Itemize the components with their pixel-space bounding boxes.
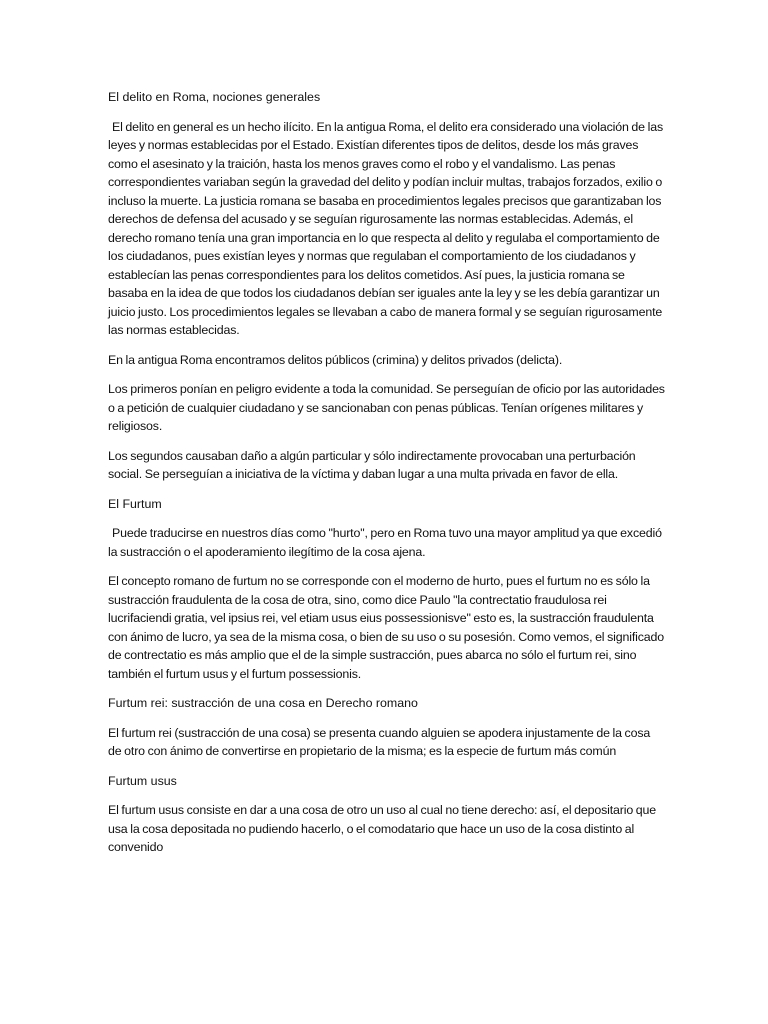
heading-delito-roma: El delito en Roma, nociones generales — [108, 90, 321, 104]
document-page — [108, 88, 665, 868]
paragraph-delito-general: El delito en general es un hecho ilícito. En la antigua Roma, el delito era considerado una violación de las leyes y normas establecidas por el Estado. Existían diferentes tipos de delitos, desde los más graves como el asesinato y la traición, hasta los menos graves como el robo y el vandalismo. Las penas correspondientes variaban según la gravedad del delito y podían incluir multas, trabajos forzados, exilio o incluso la muerte. La justicia romana se basaba en procedimientos legales precisos que garantizaban los derechos de defensa del acusado y se seguían rigurosamente las normas establecidas. Además, el derecho romano tenía una gran importancia en lo que respecta al delito y regulaba el comportamiento de los ciudadanos, pues existían leyes y normas que regulaban el comportamiento de los ciudadanos y establecían las penas correspondientes para los delitos cometidos. Así pues, la justicia romana se basaba en la idea de que todos los ciudadanos debían ser iguales ante la ley y se les debía garantizar un juicio justo. Los procedimientos legales se llevaban a cabo de manera formal y se seguían rigurosamente las normas establecidas. — [108, 119, 663, 337]
paragraph-segundos: Los segundos causaban daño a algún particular y sólo indirectamente provocaban una perturbación social. Se perseguían a iniciativa de la víctima y daban lugar a una multa privada en favor de ella. — [108, 448, 636, 481]
heading-furtum-rei: Furtum rei: sustracción de una cosa en Derecho romano — [108, 696, 418, 710]
heading-el-furtum: El Furtum — [108, 496, 162, 511]
paragraph-furtum-rei: El furtum rei (sustracción de una cosa) se presenta cuando alguien se apodera injustamente de la cosa de otro con ánimo de convertirse en propietario de la misma; es la especie de furtum más común — [108, 725, 651, 758]
paragraph-delitos-publicos-privados: En la antigua Roma encontramos delitos públicos (crimina) y delitos privados (delicta). — [108, 352, 563, 367]
heading-furtum-usus: Furtum usus — [108, 773, 177, 788]
paragraph-concepto-furtum: El concepto romano de furtum no se corresponde con el moderno de hurto, pues el furtum no es sólo la sustracción fraudulenta de la cosa de otra, sino, como dice Paulo "la contrectatio fraudulosa rei lucrifaciendi gratia, vel ipsius rei, vel etiam usus eius possessionisve" esto es, la sustracción fraudulenta con ánimo de lucro, ya sea de la misma cosa, o bien de su uso o su posesión. Como vemos, el significado de contrectatio es más amplio que el de la simple sustracción, pues abarca no sólo el furtum rei, sino también el furtum usus y el furtum possessionis. — [108, 574, 664, 681]
paragraph-furtum-usus: El furtum usus consiste en dar a una cosa de otro un uso al cual no tiene derecho: así, el depositario que usa la cosa depositada no pudiendo hacerlo, o el comodatario que hace un uso de la cosa distinto al convenido — [108, 803, 657, 854]
paragraph-primeros: Los primeros ponían en peligro evidente a toda la comunidad. Se perseguían de oficio por las autoridades o a petición de cualquier ciudadano y se sancionaban con penas públicas. Tenían orígenes militares y religiosos. — [108, 382, 665, 433]
paragraph-hurto: Puede traducirse en nuestros días como "hurto", pero en Roma tuvo una mayor amplitud ya que excedió la sustracción o el apoderamiento ilegítimo de la cosa ajena. — [108, 526, 662, 559]
